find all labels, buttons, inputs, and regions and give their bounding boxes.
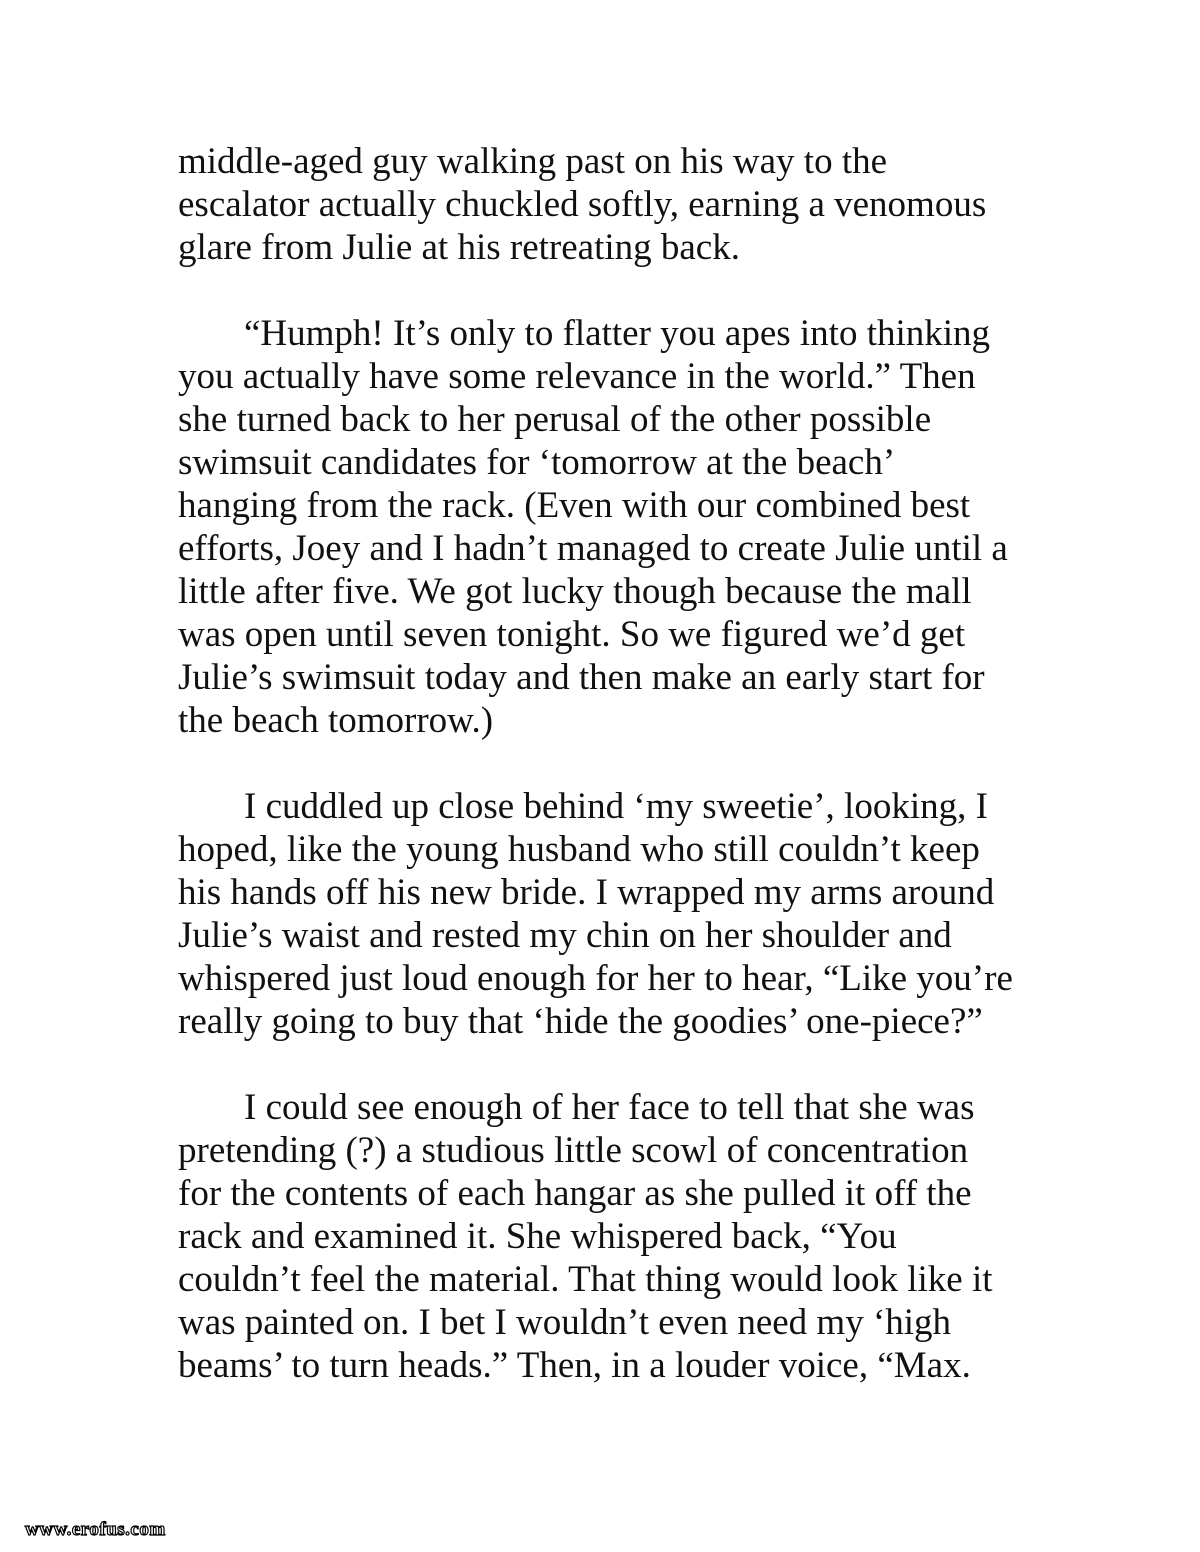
text-line: she turned back to her perusal of the other possible (178, 399, 932, 440)
text-line: middle-aged guy walking past on his way to the (178, 141, 888, 182)
text-line: his hands off his new bride. I wrapped my arms around (178, 872, 995, 913)
text-line: hoped, like the young husband who still couldn’t keep (178, 829, 980, 870)
text-line: couldn’t feel the material. That thing would look like it (178, 1259, 993, 1300)
text-line: efforts, Joey and I hadn’t managed to create Julie until a (178, 528, 1008, 569)
text-line: beams’ to turn heads.” Then, in a louder voice, “Max. (178, 1345, 971, 1386)
text-line: “Humph! It’s only to flatter you apes into thinking (244, 313, 991, 354)
text-line: the beach tomorrow.) (178, 700, 494, 741)
text-line: pretending (?) a studious little scowl of concentration (178, 1130, 969, 1171)
text-line: was painted on. I bet I wouldn’t even need my ‘high (178, 1302, 952, 1343)
paragraph-2 (178, 312, 1038, 742)
text-line: Julie’s waist and rested my chin on her shoulder and (178, 915, 952, 956)
text-line: whispered just loud enough for her to hear, “Like you’re (178, 958, 1013, 999)
text-line: really going to buy that ‘hide the goodies’ one-piece?” (178, 1001, 983, 1042)
text-line: escalator actually chuckled softly, earning a venomous (178, 184, 987, 225)
text-line: rack and examined it. She whispered back, “You (178, 1216, 897, 1257)
text-line: for the contents of each hangar as she pulled it off the (178, 1173, 972, 1214)
text-line: glare from Julie at his retreating back. (178, 227, 740, 268)
watermark: www.erofus.com (25, 1519, 166, 1540)
paragraph-1 (178, 140, 1038, 269)
text-line: I cuddled up close behind ‘my sweetie’, looking, I (244, 786, 988, 827)
text-line: I could see enough of her face to tell that she was (244, 1087, 975, 1128)
text-line: swimsuit candidates for ‘tomorrow at the beach’ (178, 442, 896, 483)
paragraph-3 (178, 785, 1038, 1043)
body-text (178, 140, 1038, 1430)
paragraph-4 (178, 1086, 1038, 1387)
text-line: hanging from the rack. (Even with our combined best (178, 485, 971, 526)
text-line: you actually have some relevance in the world.” Then (178, 356, 976, 397)
text-line: little after five. We got lucky though because the mall (178, 571, 972, 612)
text-line: was open until seven tonight. So we figured we’d get (178, 614, 966, 655)
text-line: Julie’s swimsuit today and then make an early start for (178, 657, 985, 698)
